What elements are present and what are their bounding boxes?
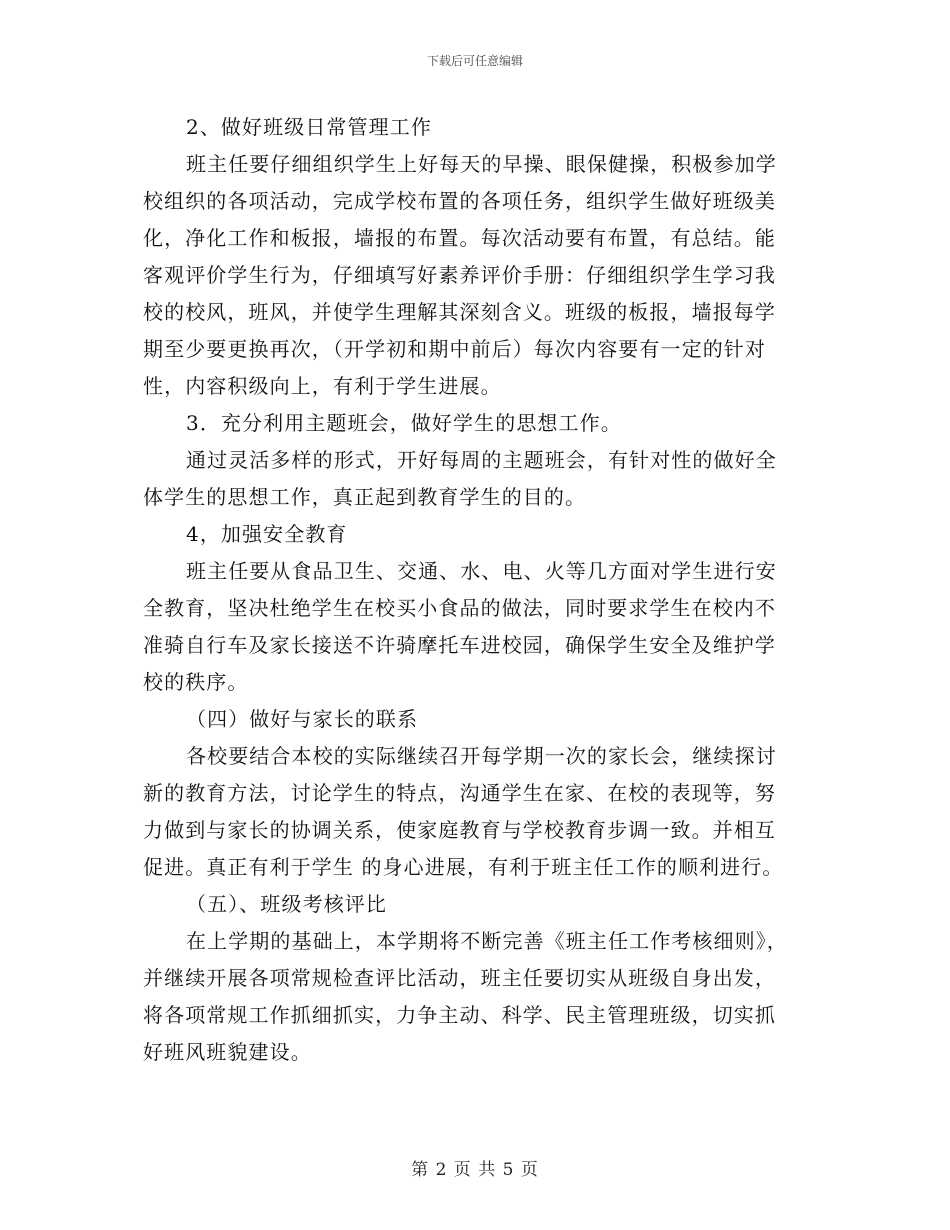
section-heading-safety: 4，加强安全教育: [186, 522, 348, 546]
page-header: 下载后可任意编辑: [426, 54, 523, 68]
paragraph-line: 好班风班貌建设。: [143, 1040, 312, 1064]
page-number: 第 2 页 共 5 页: [411, 1160, 539, 1180]
section-heading-parents: （四）做好与家长的联系: [186, 707, 419, 731]
paragraph-line: 校组织的各项活动，完成学校布置的各项任务，组织学生做好班级美: [143, 189, 776, 213]
document-body: [143, 109, 813, 1071]
paragraph-line: 全教育，坚决杜绝学生在校买小食品的做法，同时要求学生在校内不: [143, 596, 776, 620]
paragraph-line: 力做到与家长的协调关系，使家庭教育与学校教育步调一致。并相互: [143, 818, 776, 842]
paragraph-line: 体学生的思想工作，真正起到教育学生的目的。: [143, 485, 587, 509]
paragraph-line: 班主任要从食品卫生、交通、水、电、火等几方面对学生进行安: [186, 559, 777, 583]
paragraph-line: 将各项常规工作抓细抓实，力争主动、科学、民主管理班级，切实抓: [143, 1003, 776, 1027]
section-heading-daily-management: 2、做好班级日常管理工作: [186, 115, 432, 139]
paragraph-line: 校的秩序。: [143, 670, 249, 694]
paragraph-line: 并继续开展各项常规检查评比活动，班主任要切实从班级自身出发，: [143, 966, 776, 990]
paragraph-line: 各校要结合本校的实际继续召开每学期一次的家长会，继续探讨: [186, 744, 777, 768]
paragraph-line: 性，内容积级向上，有利于学生进展。: [143, 374, 502, 398]
section-heading-class-meeting: 3．充分利用主题班会，做好学生的思想工作。: [186, 411, 622, 435]
paragraph-line: 在上学期的基础上，本学期将不断完善《班主任工作考核细则》，: [186, 929, 788, 953]
section-heading-assessment: （五）、班级考核评比: [186, 892, 387, 916]
paragraph-line: 校的校风，班风，并使学生理解其深刻含义。班级的板报，墙报每学: [143, 300, 776, 324]
paragraph-line: 新的教育方法，讨论学生的特点，沟通学生在家、在校的表现等，努: [143, 781, 776, 805]
paragraph-line: 班主任要仔细组织学生上好每天的早操、眼保健操，积极参加学: [186, 152, 777, 176]
paragraph-line: 准骑自行车及家长接送不许骑摩托车进校园，确保学生安全及维护学: [143, 633, 776, 657]
paragraph-line: 促进。真正有利于学生 的身心进展，有利于班主任工作的顺利进行。: [143, 855, 784, 879]
paragraph-line: 通过灵活多样的形式，开好每周的主题班会，有针对性的做好全: [186, 448, 777, 472]
paragraph-line: 期至少要更换再次，（开学初和期中前后）每次内容要有一定的针对: [143, 337, 766, 361]
paragraph-line: 客观评价学生行为，仔细填写好素养评价手册：仔细组织学生学习我: [143, 263, 776, 287]
paragraph-line: 化，净化工作和板报，墙报的布置。每次活动要有布置，有总结。能: [143, 226, 776, 250]
